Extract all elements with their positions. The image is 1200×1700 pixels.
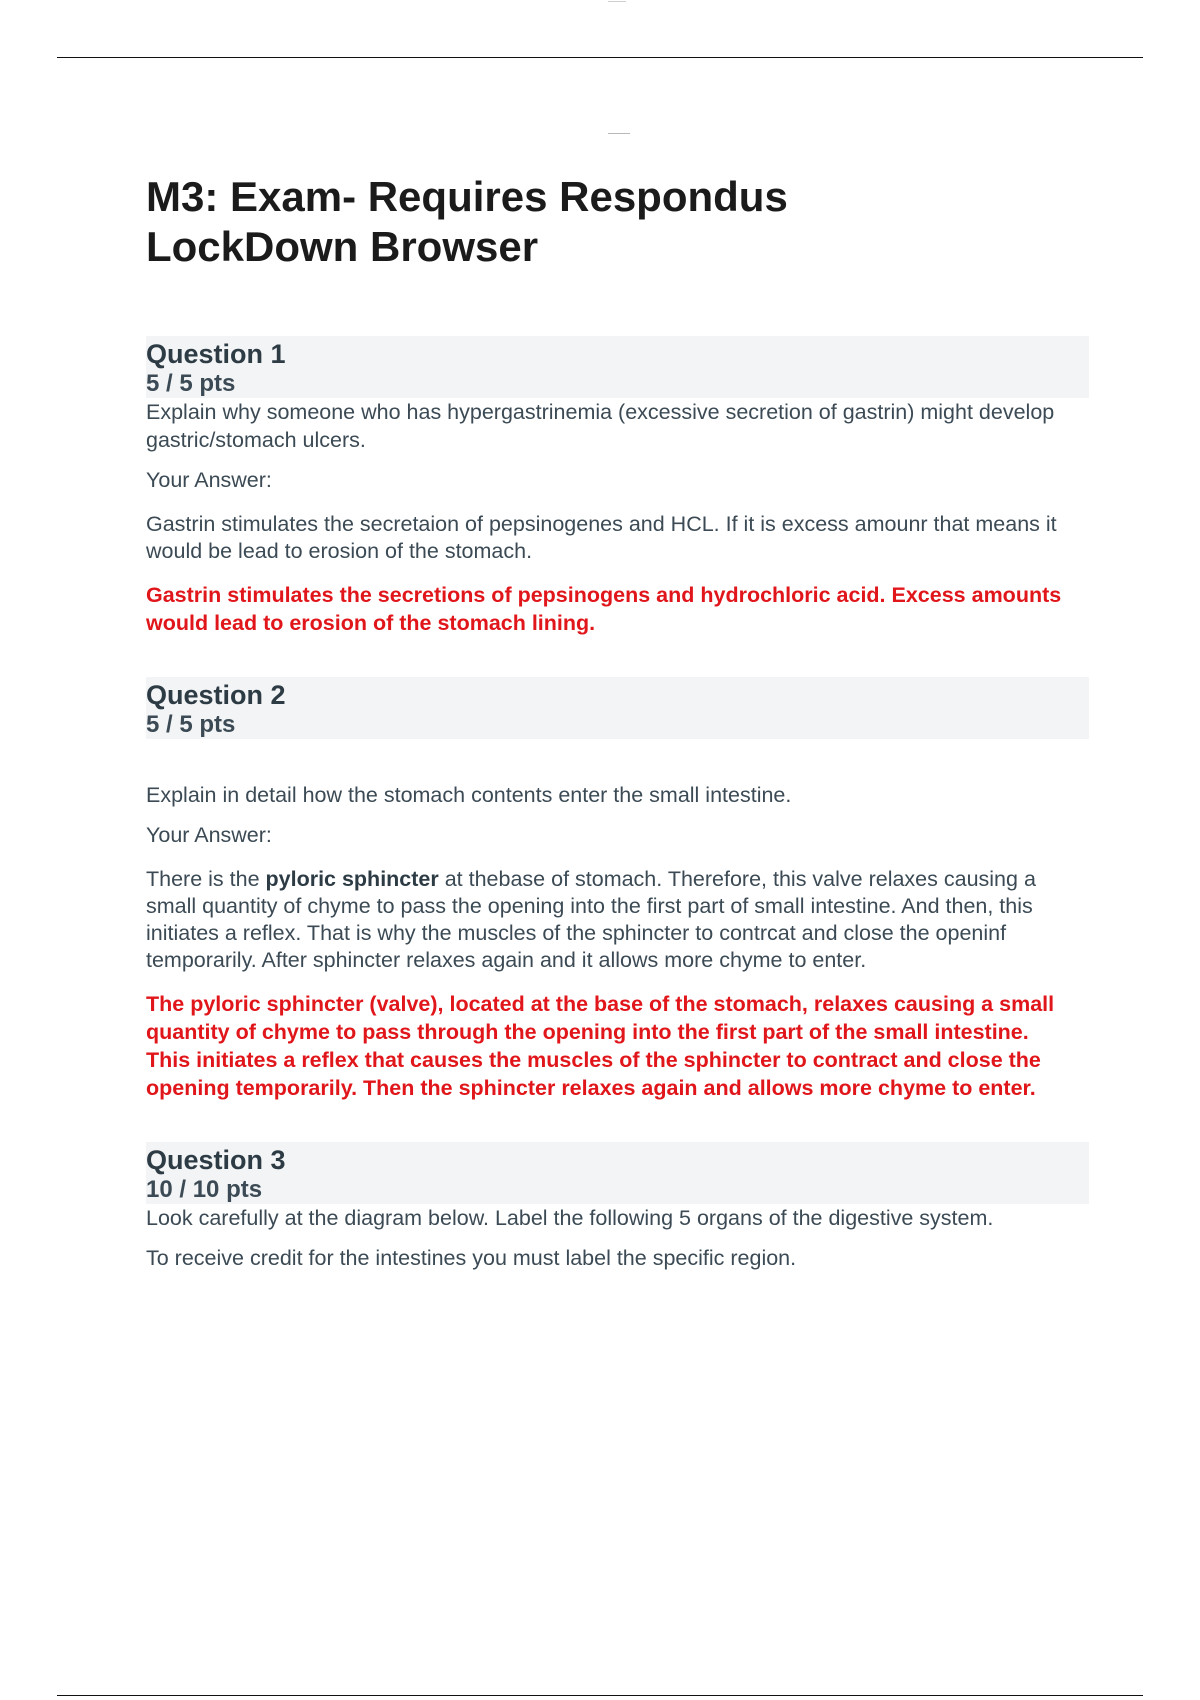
- question-prompt: Explain in detail how the stomach contents enter the small intestine.: [146, 783, 792, 807]
- top-edge-mark: [608, 1, 626, 2]
- question-points: 10 / 10 pts: [146, 1176, 263, 1203]
- question-title: Question 2: [146, 680, 286, 710]
- answer-label: Your Answer:: [146, 823, 272, 847]
- answer-text-post: at thebase of stomach. Therefore, this valve relaxes causing a small quantity of chyme to pass the opening into the first part of small intestine. And then, this initiates a reflex. That is why the muscles of the sphincter to contrcat and close the openinf temporarily. After sphincter relaxes again and it allows more chyme to enter.: [146, 867, 1036, 972]
- question-title: Question 1: [146, 339, 286, 369]
- bottom-rule: [57, 1695, 1143, 1696]
- question-prompt: Look carefully at the diagram below. Label the following 5 organs of the digestive system.: [146, 1206, 994, 1230]
- correct-answer: The pyloric sphincter (valve), located at the base of the stomach, relaxes causing a small quantity of chyme to pass through the opening into the first part of the small intestine.: [146, 992, 1055, 1044]
- question-points: 5 / 5 pts: [146, 370, 236, 397]
- top-rule: [57, 57, 1143, 58]
- question-prompt: Explain why someone who has hypergastrinemia (excessive secretion of gastrin) might develop gastric/stomach ulcers.: [146, 400, 1055, 452]
- answer-label: Your Answer:: [146, 468, 272, 492]
- answer-text-bold: pyloric sphincter: [265, 867, 439, 891]
- question-header: [146, 336, 1089, 398]
- question-1: [146, 336, 1089, 637]
- question-points: 5 / 5 pts: [146, 711, 236, 738]
- question-3: [146, 1142, 1089, 1272]
- student-answer: [146, 866, 1089, 974]
- answer-text-pre: There is the: [146, 867, 266, 891]
- student-answer: Gastrin stimulates the secretaion of pepsinogenes and HCL. If it is excess amounr that means it would be lead to erosion of the stomach.: [146, 512, 1057, 563]
- exam-content: [146, 172, 1089, 1312]
- question-prompt-note: To receive credit for the intestines you must label the specific region.: [146, 1246, 797, 1270]
- correct-answer-continued: This initiates a reflex that causes the muscles of the sphincter to contract and close the opening temporarily. Then the sphincter relaxes again and allows more chyme to enter.: [146, 1048, 1041, 1100]
- header-mark: [608, 133, 630, 134]
- page-title: M3: Exam- Requires Respondus LockDown Browser: [146, 173, 788, 270]
- question-header: [146, 677, 1089, 739]
- question-title: Question 3: [146, 1145, 286, 1175]
- question-header: [146, 1142, 1089, 1204]
- question-2: [146, 677, 1089, 1102]
- correct-answer: Gastrin stimulates the secretions of pepsinogens and hydrochloric acid. Excess amounts would lead to erosion of the stomach lining.: [146, 583, 1062, 635]
